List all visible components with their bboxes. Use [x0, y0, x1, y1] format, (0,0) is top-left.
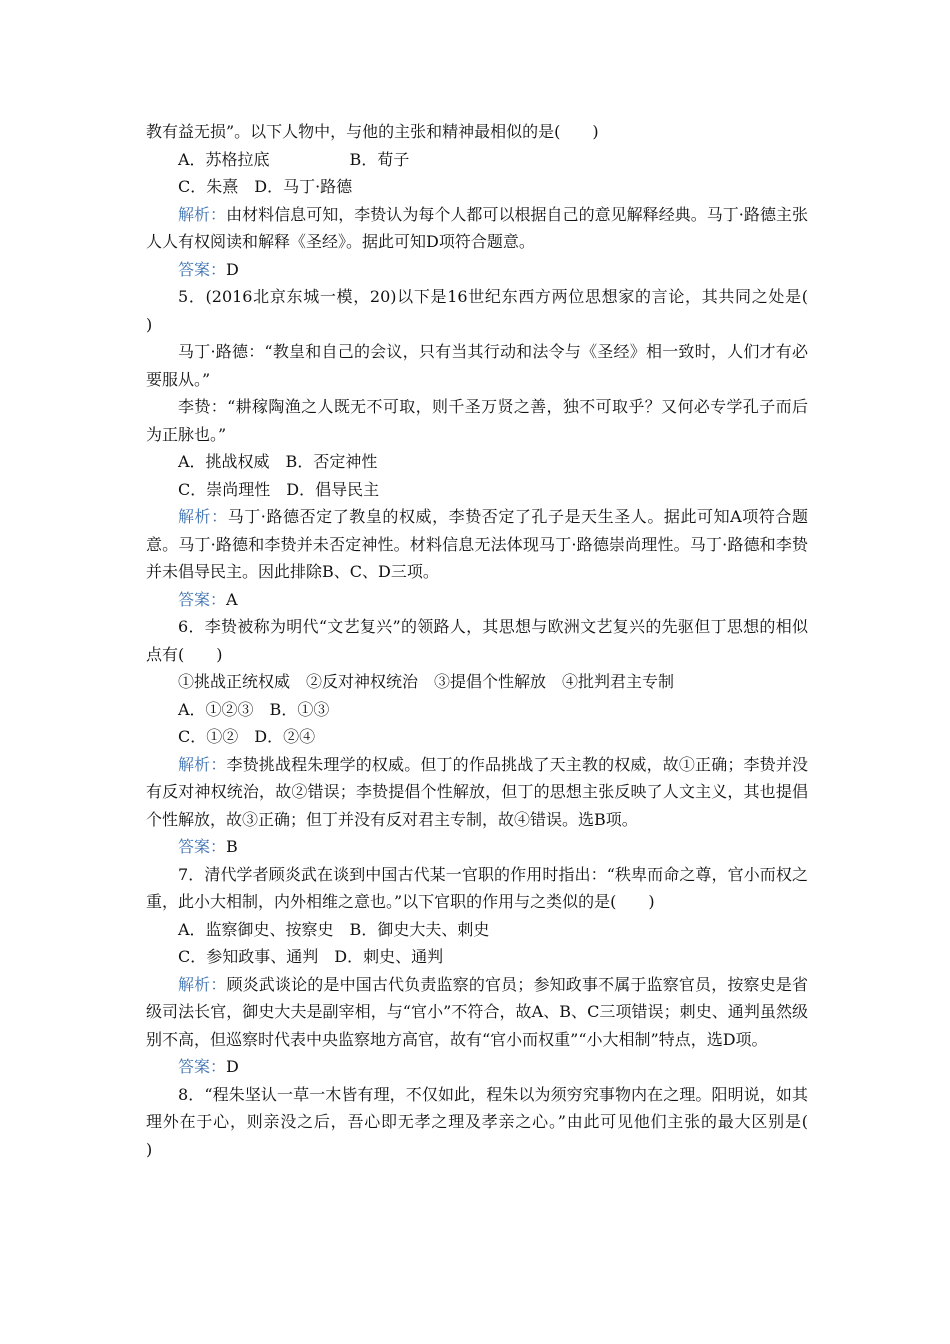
q5-options-ab: A．挑战权威 B．否定神性 [178, 452, 378, 471]
q4-analysis-text: 由材料信息可知，李贽认为每个人都可以根据自己的意见解释经典。马丁·路德主张人人有权阅读和解释《圣经》。据此可知D项符合题意。 [146, 204, 808, 251]
q4-options-ab: A．苏格拉底 B．荀子 [178, 149, 410, 169]
q6-answer [146, 833, 808, 861]
q6-stem: 6．李贽被称为明代“文艺复兴”的领路人，其思想与欧洲文艺复兴的先驱但丁思想的相似点有( ) [146, 617, 808, 664]
q7-answer-value: D [226, 1057, 239, 1076]
q6-options-ab: A．①②③ B．①③ [178, 699, 330, 719]
q4-stem-tail: 教有益无损”。以下人物中，与他的主张和精神最相似的是( ) [146, 122, 599, 141]
q7-stem: 7．清代学者顾炎武在谈到中国古代某一官职的作用时指出：“秩卑而命之尊，官小而权之重，此小大相制，内外相维之意也。”以下官职的作用与之类似的是( ) [146, 864, 808, 911]
q7-options-cd: C．参知政事、通判 D．刺史、通判 [178, 947, 444, 966]
q6-answer-value: B [226, 837, 238, 856]
q6-options-cd: C．①② D．②④ [178, 727, 316, 746]
q6-analysis-text: 李贽挑战程朱理学的权威。但丁的作品挑战了天主教的权威，故①正确；李贽并没有反对神权统治，故②错误；李贽提倡个性解放，但丁的思想主张反映了人文主义，其也提倡个性解放，故③正确；但丁并没有反对君主专制，故④错误。选B项。 [146, 754, 808, 829]
q7-analysis [146, 971, 808, 1054]
analysis-label: 解析： [178, 204, 227, 224]
q6-analysis [146, 751, 808, 834]
q5-options-cd: C．崇尚理性 D．倡导民主 [178, 479, 380, 499]
q5-stem: 5．(2016北京东城一模，20)以下是16世纪东西方两位思想家的言论，其共同之处是( ) [146, 287, 841, 334]
q4-options-cd: C．朱熹 D．马丁·路德 [178, 177, 353, 196]
answer-label: 答案： [178, 837, 227, 856]
q4-answer-value: D [226, 259, 239, 279]
q6-items: ①挑战正统权威 ②反对神权统治 ③提倡个性解放 ④批判君主专制 [178, 672, 675, 691]
q4-answer [146, 256, 808, 284]
q5-analysis-text: 马丁·路德否定了教皇的权威，李贽否定了孔子是天生圣人。据此可知A项符合题意。马丁·路德和李贽并未否定神性。材料信息无法体现马丁·路德崇尚理性。马丁·路德和李贽并未倡导民主。因此排除B、C、D三项。 [146, 507, 808, 581]
analysis-label: 解析： [178, 974, 227, 994]
q7-analysis-text: 顾炎武谈论的是中国古代负责监察的官员；参知政事不属于监察官员，按察史是省级司法长官，御史大夫是副宰相，与“官小”不符合，故A、B、C三项错误；刺史、通判虽然级别不高，但巡察时代表中央监察地方高官，故有“官小而权重”“小大相制”特点，选D项。 [146, 974, 808, 1049]
q5-answer [146, 586, 808, 614]
q8-stem: 8．“程朱坚认一草一木皆有理，不仅如此，程朱以为须穷究事物内在之理。阳明说，如其理外在于心，则亲没之后，吾心即无孝之理及孝亲之心。”由此可见他们主张的最大区别是( ) [146, 1084, 841, 1159]
analysis-label: 解析： [178, 754, 227, 774]
q5-answer-value: A [226, 589, 238, 609]
q7-options-ab: A．监察御史、按察史 B．御史大夫、刺史 [178, 919, 490, 939]
q5-analysis [146, 503, 808, 586]
answer-label: 答案： [178, 1057, 227, 1076]
q7-answer [146, 1053, 808, 1081]
analysis-label: 解析： [178, 507, 228, 526]
answer-label: 答案： [178, 259, 227, 279]
q4-analysis [146, 201, 808, 256]
document-content [146, 118, 841, 1163]
q5-quote-luther: 马丁·路德：“教皇和自己的会议，只有当其行动和法令与《圣经》相一致时，人们才有必要服从。” [146, 342, 808, 389]
q5-quote-lizhi: 李贽：“耕稼陶渔之人既无不可取，则千圣万贤之善，独不可取乎？又何必专学孔子而后为正脉也。” [146, 397, 808, 444]
answer-label: 答案： [178, 589, 227, 609]
